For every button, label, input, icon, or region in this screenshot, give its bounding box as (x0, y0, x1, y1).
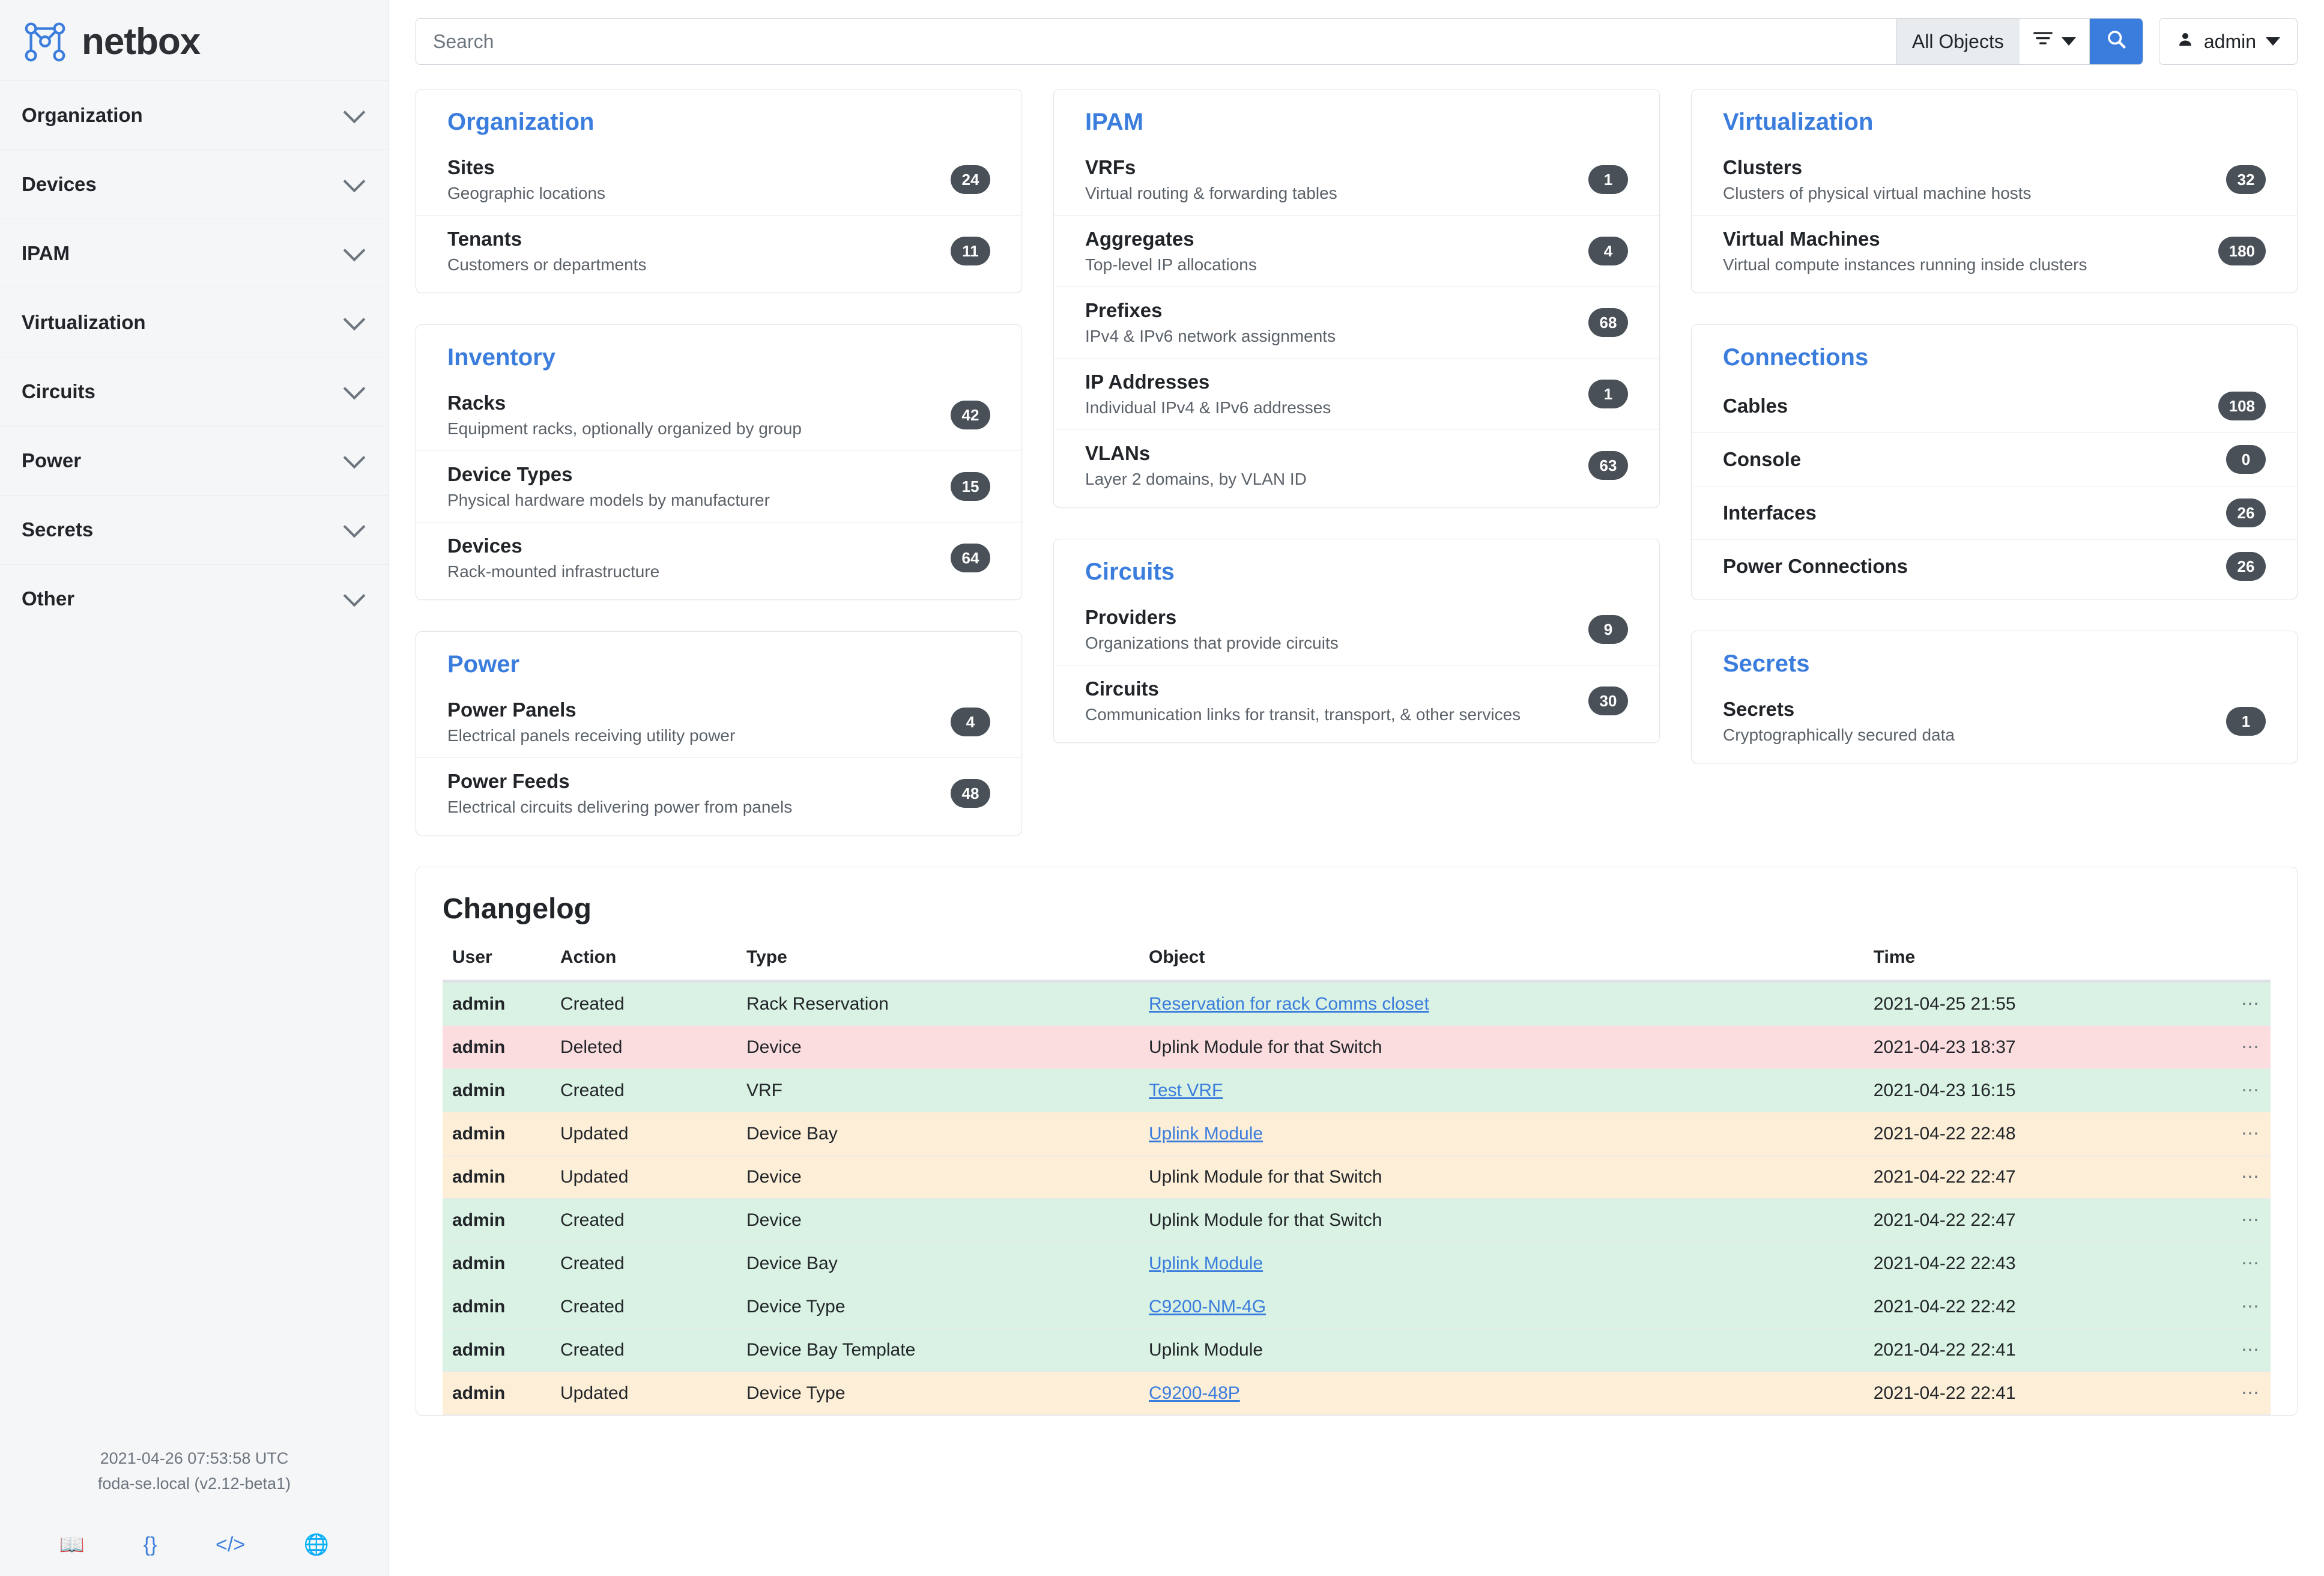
table-header-row (443, 941, 2271, 981)
cell-object (1139, 1112, 1864, 1156)
row-label: Cables (1723, 395, 1788, 417)
sidebar-item-label: Other (22, 587, 75, 610)
ellipsis-icon[interactable]: ⋯ (2176, 1329, 2271, 1372)
brand-name: netbox (82, 20, 201, 62)
card-title: Circuits (1085, 559, 1175, 585)
cell-user: admin (443, 981, 551, 1026)
cell-action: Created (551, 1199, 737, 1242)
cell-user: admin (443, 1329, 551, 1372)
changelog-panel (416, 867, 2298, 1416)
row-count-badge: 30 (1588, 686, 1628, 715)
sidebar-footer (0, 1446, 389, 1497)
row-count-badge: 42 (951, 401, 990, 429)
column-header-user: User (443, 941, 551, 981)
cell-object (1139, 1069, 1864, 1112)
row-count-badge: 180 (2218, 237, 2266, 265)
table-row[interactable] (443, 1156, 2271, 1199)
row-description: Rack-mounted infrastructure (447, 562, 660, 581)
sidebar-item-virtualization[interactable] (0, 288, 389, 357)
cell-time: 2021-04-22 22:48 (1864, 1112, 2176, 1156)
cell-object (1139, 1372, 1864, 1415)
cell-object (1139, 1285, 1864, 1329)
book-icon[interactable]: 📖 (59, 1533, 85, 1556)
chevron-down-icon (343, 240, 366, 262)
cell-action: Updated (551, 1112, 737, 1156)
cell-user: admin (443, 1285, 551, 1329)
row-label: Tenants (447, 228, 522, 250)
cell-time: 2021-04-22 22:41 (1864, 1329, 2176, 1372)
cell-user: admin (443, 1242, 551, 1285)
row-devices[interactable] (416, 523, 1021, 593)
table-row[interactable] (443, 1199, 2271, 1242)
row-interfaces[interactable] (1692, 486, 2297, 540)
cell-user: admin (443, 1199, 551, 1242)
table-row[interactable] (443, 1242, 2271, 1285)
card-ipam (1053, 89, 1660, 508)
cell-object (1139, 981, 1864, 1026)
cell-time: 2021-04-22 22:41 (1864, 1372, 2176, 1415)
row-count-badge: 26 (2226, 552, 2266, 581)
row-vlans[interactable] (1054, 430, 1659, 501)
row-label: Clusters (1723, 156, 1803, 178)
cell-type: Device (737, 1199, 1139, 1242)
row-description: Physical hardware models by manufacturer (447, 491, 770, 509)
cell-action: Created (551, 1329, 737, 1372)
row-description: Electrical panels receiving utility power (447, 726, 736, 745)
object-link[interactable]: Test VRF (1149, 1080, 1223, 1100)
column-header-action: Action (551, 941, 737, 981)
row-count-badge: 1 (1588, 380, 1628, 408)
row-description: Individual IPv4 & IPv6 addresses (1085, 398, 1331, 417)
ellipsis-icon[interactable]: ⋯ (2176, 981, 2271, 1026)
cell-type: Device Bay (737, 1112, 1139, 1156)
column-header-type: Type (737, 941, 1139, 981)
sidebar-item-power[interactable] (0, 426, 389, 495)
row-count-badge: 32 (2226, 165, 2266, 194)
ellipsis-icon[interactable]: ⋯ (2176, 1285, 2271, 1329)
card-circuits (1053, 539, 1660, 743)
column-header-object: Object (1139, 941, 1864, 981)
row-ip-addresses[interactable] (1054, 359, 1659, 430)
search-submit-button[interactable] (2090, 18, 2143, 65)
row-vrfs[interactable] (1054, 144, 1659, 216)
row-count-badge: 11 (951, 237, 990, 265)
cell-type: Device Bay (737, 1242, 1139, 1285)
chevron-down-icon (343, 516, 366, 538)
row-count-badge: 48 (951, 779, 990, 808)
cell-user: admin (443, 1026, 551, 1069)
sidebar (0, 0, 389, 1576)
sidebar-icon-bar (0, 1533, 389, 1557)
cell-time: 2021-04-23 16:15 (1864, 1069, 2176, 1112)
row-count-badge: 68 (1588, 308, 1628, 337)
cell-type: Device Type (737, 1372, 1139, 1415)
sidebar-item-label: Virtualization (22, 311, 146, 333)
card-virtualization (1691, 89, 2298, 293)
cell-time: 2021-04-22 22:47 (1864, 1199, 2176, 1242)
row-description: Communication links for transit, transport, & other services (1085, 705, 1521, 724)
ellipsis-icon[interactable]: ⋯ (2176, 1069, 2271, 1112)
row-count-badge: 26 (2226, 499, 2266, 527)
footer-version: foda-se.local (v2.12-beta1) (97, 1474, 291, 1493)
table-row[interactable] (443, 1069, 2271, 1112)
dashboard-column-2 (1053, 89, 1660, 743)
row-label: Racks (447, 392, 506, 414)
dashboard-grid (389, 78, 2324, 835)
dashboard-column-1 (416, 89, 1022, 835)
row-description: Geographic locations (447, 184, 606, 202)
sidebar-item-other[interactable] (0, 564, 389, 633)
netbox-logo-icon (22, 18, 68, 65)
row-description: Virtual compute instances running inside clusters (1723, 255, 2087, 274)
row-count-badge: 1 (1588, 165, 1628, 194)
cell-user: admin (443, 1112, 551, 1156)
row-prefixes[interactable] (1054, 287, 1659, 359)
row-tenants[interactable] (416, 216, 1021, 286)
user-menu-button[interactable] (2159, 18, 2298, 65)
search-icon (2105, 28, 2127, 55)
object-link[interactable]: C9200-NM-4G (1149, 1296, 1266, 1317)
changelog-table (443, 941, 2271, 1415)
row-label: Providers (1085, 606, 1177, 628)
object-link[interactable]: Uplink Module (1149, 1123, 1263, 1144)
user-menu-label: admin (2203, 30, 2256, 52)
row-description: Clusters of physical virtual machine hosts (1723, 184, 2032, 202)
row-power-feeds[interactable] (416, 758, 1021, 829)
row-label: VLANs (1085, 442, 1151, 464)
row-count-badge: 63 (1588, 451, 1628, 480)
cell-action: Updated (551, 1156, 737, 1199)
cell-user: admin (443, 1372, 551, 1415)
ellipsis-icon[interactable]: ⋯ (2176, 1156, 2271, 1199)
row-count-badge: 24 (951, 165, 990, 194)
sidebar-item-label: Secrets (22, 518, 94, 541)
sidebar-item-ipam[interactable] (0, 219, 389, 288)
card-title: Inventory (447, 344, 556, 371)
card-power (416, 631, 1022, 835)
card-title: Power (447, 651, 520, 677)
cell-time: 2021-04-22 22:43 (1864, 1242, 2176, 1285)
card-connections (1691, 324, 2298, 599)
card-title: Organization (447, 109, 595, 135)
sidebar-item-secrets[interactable] (0, 495, 389, 564)
cell-action: Created (551, 981, 737, 1026)
chevron-down-icon (343, 378, 366, 400)
row-label: Devices (447, 535, 522, 557)
table-row[interactable] (443, 1372, 2271, 1415)
cell-object (1139, 1242, 1864, 1285)
column-header-time: Time (1864, 941, 2176, 981)
row-label: Aggregates (1085, 228, 1194, 250)
chevron-down-icon (343, 102, 366, 124)
user-icon (2176, 30, 2194, 53)
table-row[interactable] (443, 1285, 2271, 1329)
chevron-down-icon (343, 309, 366, 331)
top-bar (389, 0, 2324, 78)
row-clusters[interactable] (1692, 144, 2297, 216)
row-power-connections[interactable] (1692, 540, 2297, 593)
card-title: IPAM (1085, 109, 1144, 135)
row-label: Interfaces (1723, 502, 1817, 524)
table-row[interactable] (443, 1329, 2271, 1372)
cell-action: Created (551, 1069, 737, 1112)
row-cables[interactable] (1692, 380, 2297, 433)
row-description: Organizations that provide circuits (1085, 634, 1339, 652)
row-providers[interactable] (1054, 594, 1659, 665)
cell-object: Uplink Module for that Switch (1139, 1156, 1864, 1199)
changelog-title: Changelog (443, 893, 592, 925)
row-count-badge: 4 (951, 708, 990, 736)
object-scope-label: All Objects (1911, 30, 2004, 52)
row-aggregates[interactable] (1054, 216, 1659, 287)
chevron-down-icon (343, 447, 366, 469)
sidebar-item-circuits[interactable] (0, 357, 389, 426)
code-brackets-icon[interactable]: </> (216, 1533, 246, 1556)
ellipsis-icon[interactable]: ⋯ (2176, 1026, 2271, 1069)
card-title: Connections (1723, 344, 1869, 371)
main-content (389, 0, 2324, 1576)
row-description: Cryptographically secured data (1723, 726, 1955, 744)
object-link[interactable]: C9200-48P (1149, 1383, 1240, 1403)
row-count-badge: 15 (951, 472, 990, 501)
cell-action: Deleted (551, 1026, 737, 1069)
chevron-down-icon (2062, 37, 2076, 46)
ellipsis-icon[interactable]: ⋯ (2176, 1112, 2271, 1156)
ellipsis-icon[interactable]: ⋯ (2176, 1372, 2271, 1415)
dashboard-column-3 (1691, 89, 2298, 763)
sidebar-item-organization[interactable] (0, 80, 389, 150)
row-label: Power Connections (1723, 555, 1908, 577)
row-label: Power Feeds (447, 770, 570, 792)
filter-button[interactable] (2020, 18, 2090, 65)
row-virtual-machines[interactable] (1692, 216, 2297, 286)
row-label: Prefixes (1085, 299, 1163, 321)
ellipsis-icon[interactable]: ⋯ (2176, 1199, 2271, 1242)
code-braces-icon[interactable]: {} (143, 1533, 157, 1556)
table-row[interactable] (443, 1026, 2271, 1069)
card-title: Secrets (1723, 650, 1810, 677)
row-label: Secrets (1723, 698, 1795, 720)
row-count-badge: 4 (1588, 237, 1628, 265)
object-scope-select[interactable] (1896, 19, 2020, 64)
row-count-badge: 1 (2226, 707, 2266, 736)
card-secrets (1691, 631, 2298, 763)
cell-object: Uplink Module for that Switch (1139, 1026, 1864, 1069)
search-bar (416, 18, 2143, 65)
row-label: Circuits (1085, 677, 1159, 700)
row-count-badge: 64 (951, 544, 990, 572)
object-link[interactable]: Reservation for rack Comms closet (1149, 993, 1429, 1014)
row-label: Sites (447, 156, 495, 178)
sidebar-item-label: Circuits (22, 380, 95, 402)
row-label: IP Addresses (1085, 371, 1210, 393)
cell-type: Device Bay Template (737, 1329, 1139, 1372)
sidebar-item-devices[interactable] (0, 150, 389, 219)
row-description: IPv4 & IPv6 network assignments (1085, 327, 1336, 345)
chevron-down-icon (2266, 37, 2280, 46)
cell-user: admin (443, 1156, 551, 1199)
row-label: VRFs (1085, 156, 1136, 178)
cell-type: VRF (737, 1069, 1139, 1112)
cell-time: 2021-04-25 21:55 (1864, 981, 2176, 1026)
row-console[interactable] (1692, 433, 2297, 486)
card-title: Virtualization (1723, 109, 1874, 135)
cell-type: Rack Reservation (737, 981, 1139, 1026)
ellipsis-icon[interactable]: ⋯ (2176, 1242, 2271, 1285)
sidebar-item-label: Devices (22, 173, 97, 195)
cell-time: 2021-04-22 22:47 (1864, 1156, 2176, 1199)
cell-type: Device (737, 1026, 1139, 1069)
object-link[interactable]: Uplink Module (1149, 1253, 1263, 1273)
row-count-badge: 108 (2218, 392, 2266, 420)
cell-time: 2021-04-22 22:42 (1864, 1285, 2176, 1329)
changelog-body (443, 981, 2271, 1415)
cell-action: Created (551, 1285, 737, 1329)
table-row[interactable] (443, 1112, 2271, 1156)
row-count-badge: 9 (1588, 615, 1628, 644)
row-description: Top-level IP allocations (1085, 255, 1257, 274)
chevron-down-icon (343, 171, 366, 193)
sidebar-item-label: IPAM (22, 242, 70, 264)
search-input[interactable] (416, 19, 1896, 64)
sidebar-item-label: Power (22, 449, 82, 471)
row-label: Virtual Machines (1723, 228, 1880, 250)
cell-action: Created (551, 1242, 737, 1285)
row-racks[interactable] (416, 380, 1021, 451)
row-device-types[interactable] (416, 451, 1021, 523)
table-row[interactable] (443, 981, 2271, 1026)
cell-object: Uplink Module for that Switch (1139, 1199, 1864, 1242)
row-description: Layer 2 domains, by VLAN ID (1085, 470, 1307, 488)
filter-icon (2033, 30, 2053, 53)
chevron-down-icon (343, 585, 366, 607)
row-label: Power Panels (447, 699, 576, 721)
row-description: Electrical circuits delivering power from panels (447, 798, 793, 816)
card-inventory (416, 324, 1022, 600)
cell-user: admin (443, 1069, 551, 1112)
column-header-actions (2176, 941, 2271, 981)
row-sites[interactable] (416, 144, 1021, 216)
footer-timestamp: 2021-04-26 07:53:58 UTC (100, 1449, 289, 1468)
row-description: Equipment racks, optionally organized by group (447, 419, 802, 438)
row-description: Virtual routing & forwarding tables (1085, 184, 1337, 202)
row-power-panels[interactable] (416, 686, 1021, 758)
brand[interactable] (0, 0, 389, 80)
cell-type: Device (737, 1156, 1139, 1199)
row-description: Customers or departments (447, 255, 647, 274)
cell-action: Updated (551, 1372, 737, 1415)
row-count-badge: 0 (2226, 445, 2266, 474)
globe-icon[interactable]: 🌐 (303, 1533, 330, 1556)
card-organization (416, 89, 1022, 293)
row-secrets[interactable] (1692, 686, 2297, 757)
cell-type: Device Type (737, 1285, 1139, 1329)
cell-time: 2021-04-23 18:37 (1864, 1026, 2176, 1069)
row-label: Console (1723, 448, 1802, 470)
sidebar-item-label: Organization (22, 104, 143, 126)
cell-object: Uplink Module (1139, 1329, 1864, 1372)
row-label: Device Types (447, 463, 573, 485)
row-circuits[interactable] (1054, 665, 1659, 736)
